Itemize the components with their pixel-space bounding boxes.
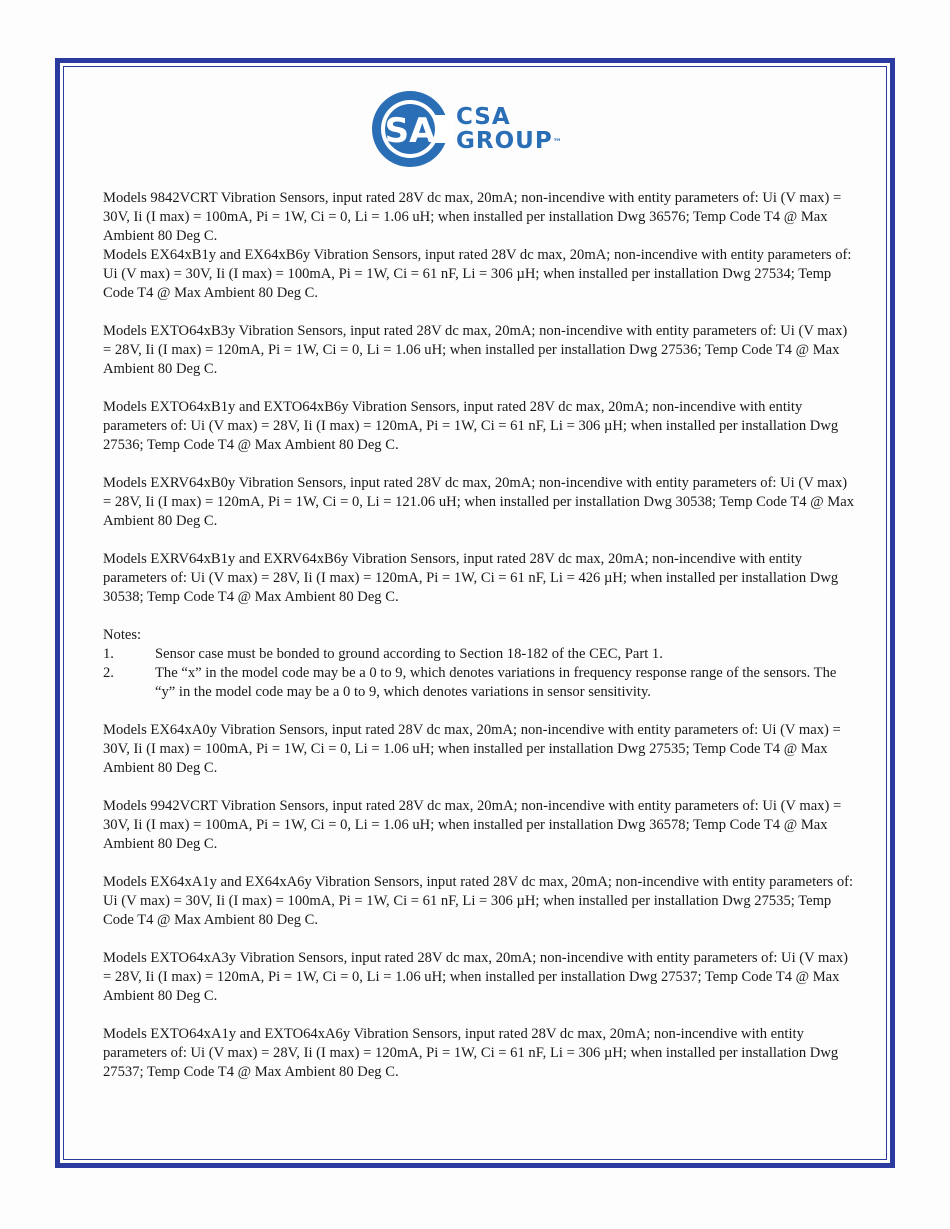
csa-group-logo-icon bbox=[370, 85, 454, 173]
note-item bbox=[103, 664, 855, 702]
model-paragraph: Models EXTO64xA3y Vibration Sensors, input rated 28V dc max, 20mA; non-incendive with entity parameters of: Ui (V max) = 28V, Ii (I max) = 120mA, Pi = 1W, Ci = 0, Li = 1.06 uH; when installed per installation Dwg 27537; Temp Code T4 @ Max Ambient 80 Deg C. bbox=[103, 950, 849, 1004]
logo-wordmark bbox=[456, 105, 562, 153]
note-text: The “x” in the model code may be a 0 to 9, which denotes variations in frequency response range of the sensors. The “y” in the model code may be a 0 to 9, which denotes variations in sensor sensitivity. bbox=[155, 665, 837, 700]
model-paragraph: Models EX64xA1y and EX64xA6y Vibration Sensors, input rated 28V dc max, 20mA; non-incendive with entity parameters of: Ui (V max) = 30V, Ii (I max) = 100mA, Pi = 1W, Ci = 61 nF, Li = 306 µH; when installed per installation Dwg 27535; Temp Code T4 @ Max Ambient 80 Deg C. bbox=[103, 874, 854, 928]
model-paragraph: Models EXTO64xA1y and EXTO64xA6y Vibration Sensors, input rated 28V dc max, 20mA; non-incendive with entity parameters of: Ui (V max) = 28V, Ii (I max) = 120mA, Pi = 1W, Ci = 61 nF, Li = 306 µH; when installed per installation Dwg 27537; Temp Code T4 @ Max Ambient 80 Deg C. bbox=[103, 1026, 839, 1080]
note-number: 2. bbox=[103, 665, 114, 681]
notes-section bbox=[103, 626, 855, 702]
model-paragraph: Models 9842VCRT Vibration Sensors, input rated 28V dc max, 20mA; non-incendive with entity parameters of: Ui (V max) = 30V, Ii (I max) = 100mA, Pi = 1W, Ci = 0, Li = 1.06 uH; when installed per installation Dwg 36576; Temp Code T4 @ Max Ambient 80 Deg C. bbox=[103, 190, 842, 244]
note-text: Sensor case must be bonded to ground according to Section 18-182 of the CEC, Part 1. bbox=[155, 646, 663, 662]
logo-line-group: GROUP bbox=[456, 128, 553, 154]
model-paragraph: Models EXTO64xB3y Vibration Sensors, input rated 28V dc max, 20mA; non-incendive with entity parameters of: Ui (V max) = 28V, Ii (I max) = 120mA, Pi = 1W, Ci = 0, Li = 1.06 uH; when installed per installation Dwg 27536; Temp Code T4 @ Max Ambient 80 Deg C. bbox=[103, 323, 848, 377]
svg-text:SA: SA bbox=[384, 111, 436, 151]
model-paragraph: Models EX64xB1y and EX64xB6y Vibration Sensors, input rated 28V dc max, 20mA; non-incendive with entity parameters of: Ui (V max) = 30V, Ii (I max) = 100mA, Pi = 1W, Ci = 61 nF, Li = 306 µH; when installed per installation Dwg 27534; Temp Code T4 @ Max Ambient 80 Deg C. bbox=[103, 247, 852, 301]
notes-title: Notes: bbox=[103, 627, 142, 643]
csa-group-logo bbox=[370, 85, 600, 175]
logo-line-csa: CSA bbox=[456, 104, 511, 130]
note-item bbox=[103, 645, 855, 664]
model-paragraph: Models EXTO64xB1y and EXTO64xB6y Vibration Sensors, input rated 28V dc max, 20mA; non-incendive with entity parameters of: Ui (V max) = 28V, Ii (I max) = 120mA, Pi = 1W, Ci = 61 nF, Li = 306 µH; when installed per installation Dwg 27536; Temp Code T4 @ Max Ambient 80 Deg C. bbox=[103, 399, 839, 453]
document-body bbox=[103, 189, 855, 1101]
model-paragraph: Models EX64xA0y Vibration Sensors, input rated 28V dc max, 20mA; non-incendive with entity parameters of: Ui (V max) = 30V, Ii (I max) = 100mA, Pi = 1W, Ci = 0, Li = 1.06 uH; when installed per installation Dwg 27535; Temp Code T4 @ Max Ambient 80 Deg C. bbox=[103, 722, 841, 776]
logo-trademark: ™ bbox=[552, 138, 562, 148]
model-paragraph: Models EXRV64xB0y Vibration Sensors, input rated 28V dc max, 20mA; non-incendive with entity parameters of: Ui (V max) = 28V, Ii (I max) = 120mA, Pi = 1W, Ci = 0, Li = 121.06 uH; when installed per installation Dwg 30538; Temp Code T4 @ Max Ambient 80 Deg C. bbox=[103, 475, 855, 529]
model-paragraph: Models 9942VCRT Vibration Sensors, input rated 28V dc max, 20mA; non-incendive with entity parameters of: Ui (V max) = 30V, Ii (I max) = 100mA, Pi = 1W, Ci = 0, Li = 1.06 uH; when installed per installation Dwg 36578; Temp Code T4 @ Max Ambient 80 Deg C. bbox=[103, 798, 842, 852]
model-paragraph: Models EXRV64xB1y and EXRV64xB6y Vibration Sensors, input rated 28V dc max, 20mA; non-incendive with entity parameters of: Ui (V max) = 28V, Ii (I max) = 120mA, Pi = 1W, Ci = 61 nF, Li = 426 µH; when installed per installation Dwg 30538; Temp Code T4 @ Max Ambient 80 Deg C. bbox=[103, 551, 839, 605]
note-number: 1. bbox=[103, 646, 114, 662]
